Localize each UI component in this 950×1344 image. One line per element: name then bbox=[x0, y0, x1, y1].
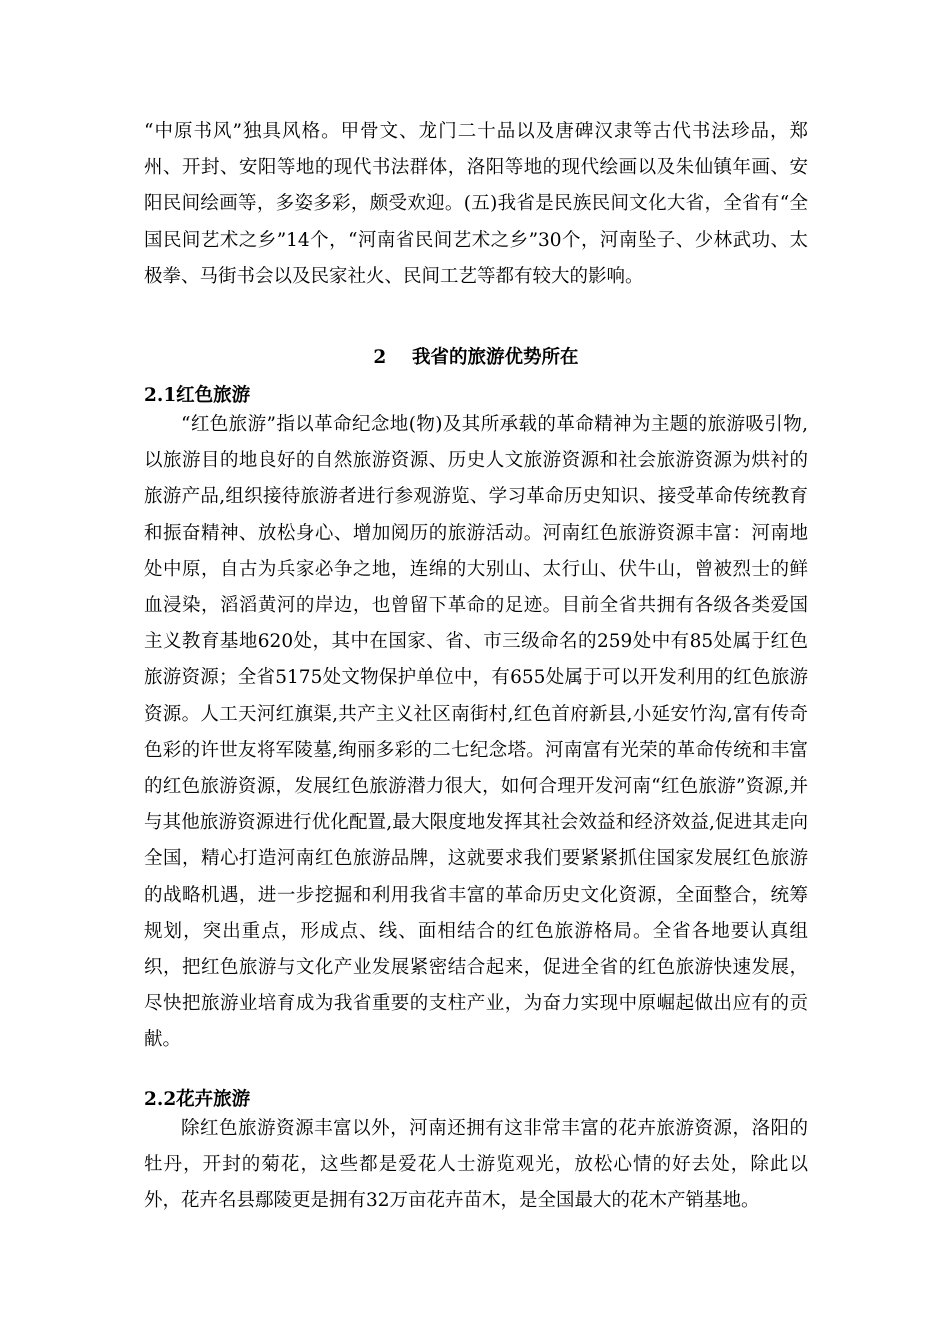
intro-paragraph: “中原书风”独具风格。甲骨文、龙门二十品以及唐碑汉隶等古代书法珍品，郑州、开封、安阳等地的现代书法群体，洛阳等地的现代绘画以及朱仙镇年画、安阳民间绘画等，多姿多彩，颇受欢迎。(五)我省是民族民间文化大省，全省有“全国民间艺术之乡”14个，“河南省民间艺术之乡”30个，河南坠子、少林武功、太极拳、马街书会以及民家社火、民间工艺等都有较大的影响。 bbox=[144, 121, 808, 287]
red-tourism-paragraph: “红色旅游”指以革命纪念地(物)及其所承载的革命精神为主题的旅游吸引物,以旅游目的地良好的自然旅游资源、历史人文旅游资源和社会旅游资源为烘衬的旅游产品,组织接待旅游者进行参观游览、学习革命历史知识、接受革命传统教育和振奋精神、放松身心、增加阅历的旅游活动。河南红色旅游资源丰富：河南地处中原，自古为兵家必争之地，连绵的大别山、太行山、伏牛山，曾被烈士的鲜血浸染，滔滔黄河的岸边，也曾留下革命的足迹。目前全省共拥有各级各类爱国主义教育基地620处，其中在国家、省、市三级命名的259处中有85处属于红色旅游资源；全省5175处文物保护单位中，有655处属于可以开发利用的红色旅游资源。人工天河红旗渠,共产主义社区南街村,红色首府新县,小延安竹沟,富有传奇色彩的许世友将军陵墓,绚丽多彩的二七纪念塔。河南富有光荣的革命传统和丰富的红色旅游资源，发展红色旅游潜力很大，如何合理开发河南“红色旅游”资源,并与其他旅游资源进行优化配置,最大限度地发挥其社会效益和经济效益,促进其走向全国，精心打造河南红色旅游品牌，这就要求我们要紧紧抓住国家发展红色旅游的战略机遇，进一步挖掘和利用我省丰富的革命历史文化资源，全面整合，统筹规划，突出重点，形成点、线、面相结合的红色旅游格局。全省各地要认真组织，把红色旅游与文化产业发展紧密结合起来，促进全省的红色旅游快速发展，尽快把旅游业培育成为我省重要的支柱产业，为奋力实现中原崛起做出应有的贡献。 bbox=[144, 414, 808, 1051]
section-heading: 2 我省的旅游优势所在 bbox=[373, 347, 579, 368]
flower-tourism-paragraph: 除红色旅游资源丰富以外，河南还拥有这非常丰富的花卉旅游资源，洛阳的牡丹，开封的菊花，这些都是爱花人士游览观光，放松心情的好去处，除此以外，花卉名县鄢陵更是拥有32万亩花卉苗木，是全国最大的花木产销基地。 bbox=[144, 1118, 808, 1212]
subsection-heading-red-tourism: 2.1红色旅游 bbox=[144, 385, 251, 406]
subsection-heading-flower-tourism: 2.2花卉旅游 bbox=[144, 1089, 251, 1110]
